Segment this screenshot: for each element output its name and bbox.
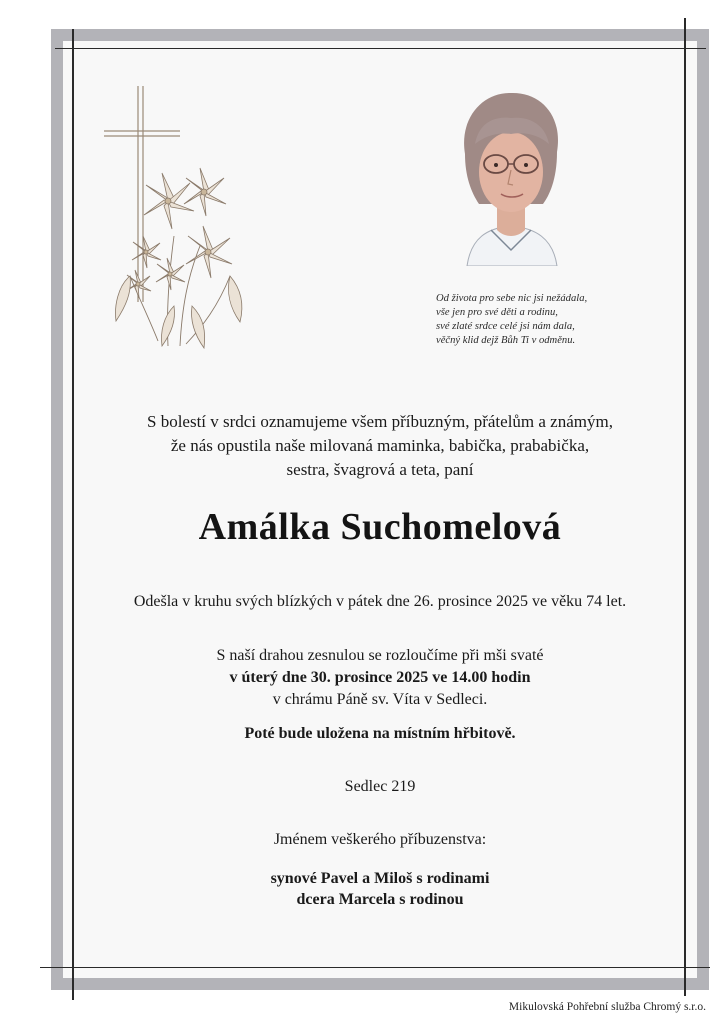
family-line: dcera Marcela s rodinou <box>296 891 464 908</box>
farewell-date: v úterý dne 30. prosince 2025 ve 14.00 hodin <box>229 669 531 686</box>
poem-line: své zlaté srdce celé jsi nám dala, <box>436 321 575 332</box>
poem-line: věčný klid dejž Bůh Ti v odměnu. <box>436 335 576 346</box>
memorial-poem <box>436 292 676 348</box>
lily-flowers-illustration <box>108 156 258 356</box>
intro-line: S bolestí v srdci oznamujeme všem příbuzným, přátelům a známým, <box>147 412 613 431</box>
frame-line-bottom <box>40 967 710 968</box>
on-behalf-label: Jménem veškerého příbuzenstva: <box>273 831 487 848</box>
intro-line: že nás opustila naše milovaná maminka, babička, prababička, <box>170 436 590 455</box>
farewell-place: v chrámu Páně sv. Víta v Sedleci. <box>272 691 488 708</box>
burial-info: Poté bude uložena na místním hřbitově. <box>244 725 516 742</box>
death-notice: Odešla v kruhu svých blízkých v pátek dne 26. prosince 2025 ve věku 74 let. <box>133 593 627 610</box>
funeral-service-name: Mikulovská Pohřební služba Chromý s.r.o. <box>508 1001 706 1013</box>
portrait-photo <box>457 88 565 266</box>
ceremony-info <box>63 645 697 711</box>
poem-line: vše jen pro své děti a rodinu, <box>436 307 558 318</box>
address: Sedlec 219 <box>344 778 416 795</box>
family-list <box>63 868 697 910</box>
family-line: synové Pavel a Miloš s rodinami <box>270 870 490 887</box>
intro-line: sestra, švagrová a teta, paní <box>286 460 474 479</box>
poem-line: Od života pro sebe nic jsi nežádala, <box>436 293 588 304</box>
deceased-name: Amálka Suchomelová <box>198 506 562 548</box>
announcement-intro <box>63 410 697 482</box>
frame-line-top <box>55 48 706 49</box>
farewell-line: S naší drahou zesnulou se rozloučíme při mši svaté <box>216 647 544 664</box>
